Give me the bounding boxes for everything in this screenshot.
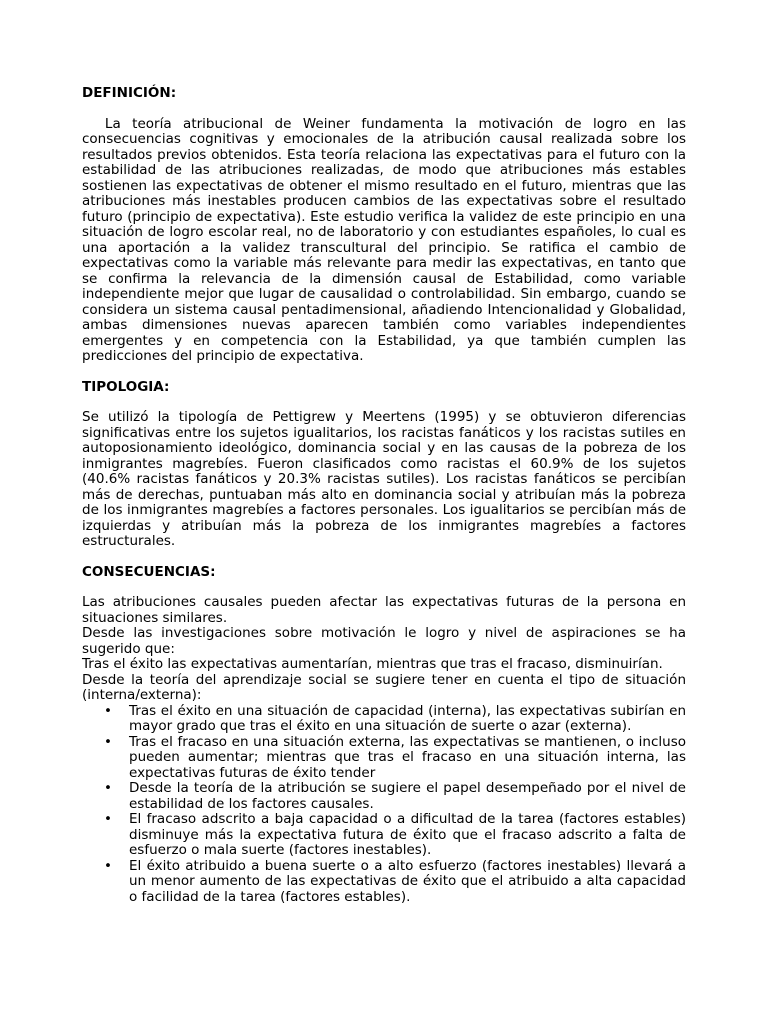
bullet-icon: • <box>104 733 112 750</box>
consecuencias-paragraph-2: Desde las investigaciones sobre motivación le logro y nivel de aspiraciones se ha sugerido que: <box>82 625 686 657</box>
consecuencias-bullet-list <box>82 704 686 906</box>
list-item-text: El éxito atribuido a buena suerte o a alto esfuerzo (factores inestables) llevará a un menor aumento de las expectativas de éxito que el atribuido a alta capacidad o facilidad de la tarea (factores estables). <box>129 857 686 905</box>
tipologia-heading: TIPOLOGIA: <box>82 378 170 395</box>
consecuencias-paragraph-4: Desde la teoría del aprendizaje social se sugiere tener en cuenta el tipo de situación (interna/externa): <box>82 671 686 703</box>
consecuencias-paragraph-1: Las atribuciones causales pueden afectar las expectativas futuras de la persona en situaciones similares. <box>82 594 686 626</box>
bullet-icon: • <box>104 780 112 796</box>
consecuencias-paragraph-3: Tras el éxito las expectativas aumentarían, mientras que tras el fracaso, disminuirían. <box>82 656 663 672</box>
list-item-text: El fracaso adscrito a baja capacidad o a dificultad de la tarea (factores estables) disminuye más la expectativa futura de éxito que el fracaso adscrito a falta de esfuerzo o mala suerte (factores inestables). <box>129 811 686 858</box>
definicion-heading: DEFINICIÓN: <box>82 85 177 101</box>
document-page <box>82 85 691 905</box>
tipologia-paragraph: Se utilizó la tipología de Pettigrew y Meertens (1995) y se obtuvieron diferencias significativas entre los sujetos igualitarios, los racistas fanáticos y los racistas sutiles en autoposionamiento ideológico, dominancia social y en las causas de la pobreza de los inmigrantes magrebíes. Fueron clasificados como racistas el 60.9% de los sujetos (40.6% racistas fanáticos y 20.3% racistas sutiles). Los racistas fanáticos se percibían más de derechas, puntuaban más alto en dominancia social y atribuían más la pobreza de los inmigrantes magrebíes a factores personales. Los igualitarios se percibían más de izquierdas y atribuían más la pobreza de los inmigrantes magrebíes a factores estructurales. <box>82 409 686 549</box>
list-item <box>82 812 686 859</box>
list-item-text: Tras el éxito en una situación de capacidad (interna), las expectativas subirían en mayor grado que tras el éxito en una situación de suerte o azar (externa). <box>129 702 686 734</box>
list-item <box>82 735 686 782</box>
consecuencias-heading: CONSECUENCIAS: <box>82 563 216 580</box>
bullet-icon: • <box>104 811 112 827</box>
list-item <box>82 704 686 735</box>
list-item-text: Tras el fracaso en una situación externa, las expectativas se mantienen, o incluso pueden aumentar; mientras que tras el fracaso en una situación interna, las expectativas futuras de éxito tender <box>129 733 686 781</box>
bullet-icon: • <box>104 857 112 874</box>
list-item <box>82 781 686 812</box>
list-item <box>82 859 686 906</box>
bullet-icon: • <box>104 702 112 719</box>
list-item-text: Desde la teoría de la atribución se sugiere el papel desempeñado por el nivel de estabilidad de los factores causales. <box>129 780 686 812</box>
definicion-paragraph: La teoría atribucional de Weiner fundamenta la motivación de logro en las consecuencias cognitivas y emocionales de la atribución causal realizada sobre los resultados previos obtenidos. Esta teoría relaciona las expectativas para el futuro con la estabilidad de las atribuciones realizadas, de modo que atribuciones más estables sostienen las expectativas de obtener el mismo resultado en el futuro, mientras que las atribuciones más inestables producen cambios de las expectativas sobre el resultado futuro (principio de expectativa). Este estudio verifica la validez de este principio en una situación de logro escolar real, no de laboratorio y con estudiantes españoles, lo cual es una aportación a la validez transcultural del principio. Se ratifica el cambio de expectativas como la variable más relevante para medir las expectativas, en tanto que se confirma la relevancia de la dimensión causal de Estabilidad, como variable independiente mejor que lugar de causalidad o controlabilidad. Sin embargo, cuando se considera un sistema causal pentadimensional, añadiendo Intencionalidad y Globalidad, ambas dimensiones nuevas aparecen también como variables independientes emergentes y en competencia con la Estabilidad, ya que también cumplen las predicciones del principio de expectativa. <box>82 115 691 364</box>
